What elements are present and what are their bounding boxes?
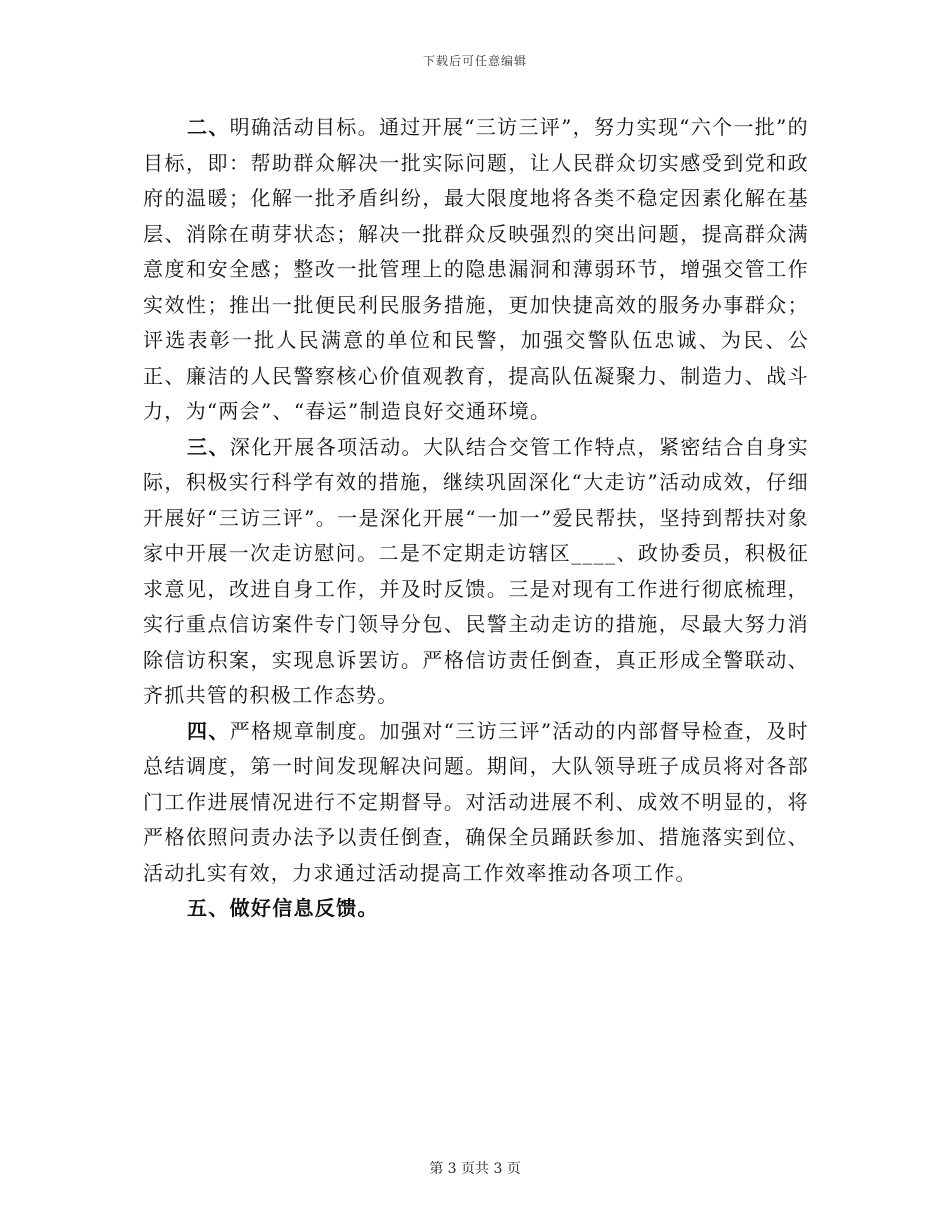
section-number: 二、 xyxy=(187,115,230,139)
paragraph-goals xyxy=(143,110,809,430)
document-body xyxy=(143,110,809,927)
paragraph-text: 严格规章制度。加强对“三访三评”活动的内部督导检查，及时总结调度，第一时间发现解决问题。期间，大队领导班子成员将对各部门工作进展情况进行不定期督导。对活动进展不利、成效不明显的，将严格依照问责办法予以责任倒查，确保全员踊跃参加、措施落实到位、活动扎实有效，力求通过活动提高工作效率推动各项工作。 xyxy=(143,718,809,885)
section-number: 三、 xyxy=(187,434,230,459)
paragraph-text: 深化开展各项活动。大队结合交管工作特点，紧密结合自身实际，积极实行科学有效的措施，继续巩固深化“大走访”活动成效，仔细开展好“三访三评”。一是深化开展“一加一”爱民帮扶，坚持到帮扶对象家中开展一次走访慰问。二是不定期走访辖区____、政协委员，积极征求意见，改进自身工作，并及时反馈。三是对现有工作进行彻底梳理，实行重点信访案件专门领导分包、民警主动走访的措施，尽最大努力消除信访积案，实现息诉罢访。严格信访责任倒查，真正形成全警联动、齐抓共管的积极工作态势。 xyxy=(143,434,809,707)
paragraph-text: 明确活动目标。通过开展“三访三评”，努力实现“六个一批”的目标，即：帮助群众解决一批实际问题，让人民群众切实感受到党和政府的温暖；化解一批矛盾纠纷，最大限度地将各类不稳定因素化解在基层、消除在萌芽状态；解决一批群众反映强烈的突出问题，提高群众满意度和安全感；整改一批管理上的隐患漏洞和薄弱环节，增强交管工作实效性；推出一批便民利民服务措施，更加快捷高效的服务办事群众；评选表彰一批人民满意的单位和民警，加强交警队伍忠诚、为民、公正、廉洁的人民警察核心价值观教育，提高队伍凝聚力、制造力、战斗力，为“两会”、“春运”制造良好交通环境。 xyxy=(143,115,809,423)
page-header: 下载后可任意编辑 xyxy=(422,54,527,68)
section-number: 四、 xyxy=(187,718,230,743)
paragraph-text: 做好信息反馈。 xyxy=(229,896,379,920)
paragraph-feedback xyxy=(143,891,809,927)
section-number: 五、 xyxy=(187,896,230,920)
paragraph-rules xyxy=(143,714,809,892)
paragraph-activities xyxy=(143,430,809,714)
page-footer: 第 3 页共 3 页 xyxy=(429,1161,521,1177)
